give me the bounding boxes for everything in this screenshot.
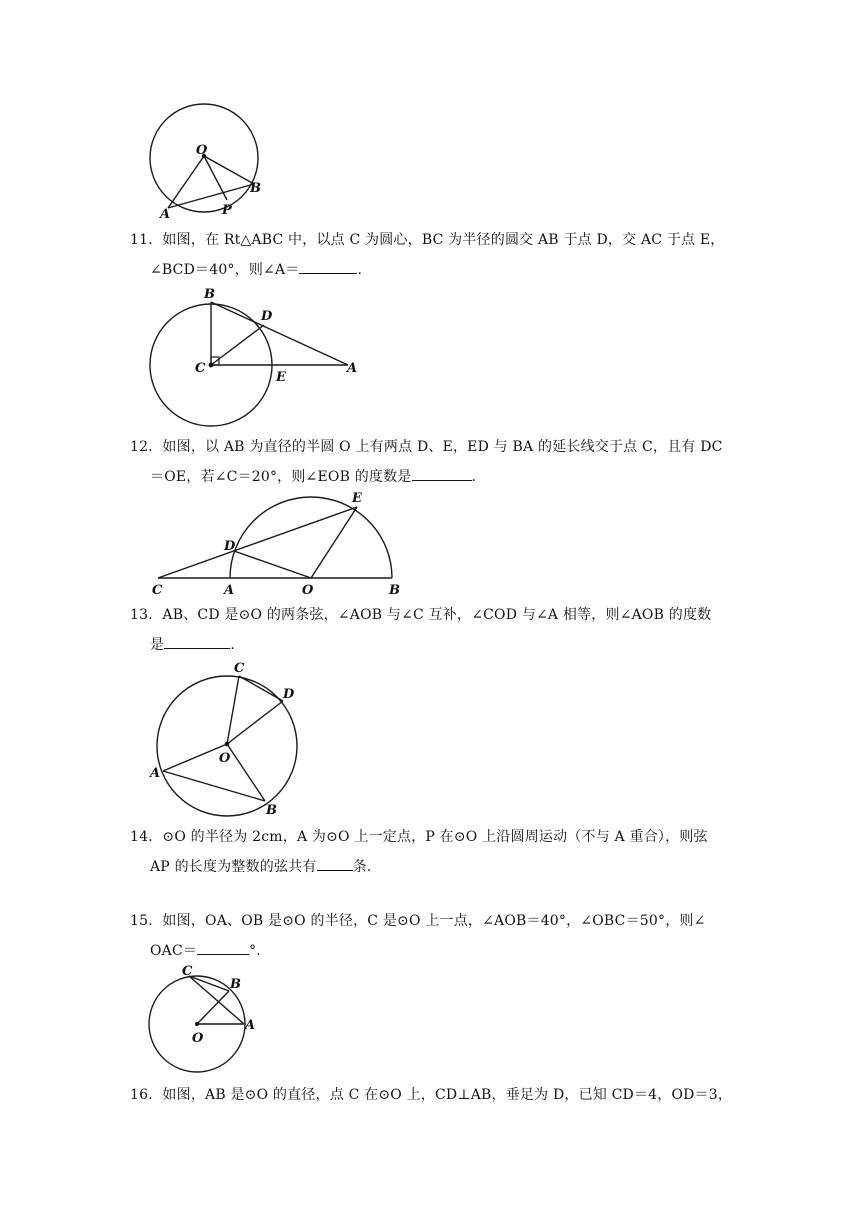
figure-q13 <box>145 660 305 818</box>
answer-blank[interactable] <box>164 634 230 649</box>
label-A: A <box>150 766 161 781</box>
question-text: 12．如图，以 AB 为直径的半圆 O 上有两点 D、E，ED 与 BA 的延长线交于点 C，且有 DC <box>130 439 723 455</box>
figure-q12 <box>148 490 408 600</box>
label-D: D <box>261 309 273 324</box>
label-C: C <box>152 583 163 598</box>
label-O: O <box>302 583 314 598</box>
label-O: O <box>196 143 208 158</box>
label-A: A <box>160 207 171 222</box>
label-A: A <box>224 583 235 598</box>
question-16 <box>130 1080 740 1110</box>
label-A: A <box>347 361 358 376</box>
question-text: 14．⊙O 的半径为 2cm，A 为⊙O 上一定点，P 在⊙O 上沿圆周运动（不与 A 重合），则弦 <box>130 829 708 845</box>
figure-q10 <box>140 96 270 221</box>
label-C: C <box>195 361 206 376</box>
label-B: B <box>389 583 400 598</box>
label-D: D <box>283 687 295 702</box>
answer-blank[interactable] <box>317 856 353 871</box>
question-14: 14．⊙O 的半径为 2cm，A 为⊙O 上一定点，P 在⊙O 上沿圆周运动（不与 A 重合），则弦 AP 的长度为整数的弦共有 条. <box>130 822 740 882</box>
question-text-cont: ∠BCD＝40°，则∠A＝ <box>150 262 300 278</box>
question-text-cont: 是 <box>150 637 165 653</box>
label-O: O <box>192 1031 204 1046</box>
answer-blank[interactable] <box>197 940 249 955</box>
label-P: P <box>222 203 232 218</box>
question-text: 15．如图，OA、OB 是⊙O 的半径，C 是⊙O 上一点，∠AOB＝40°，∠OBC＝50°，则∠ <box>130 913 706 929</box>
question-15: 15．如图，OA、OB 是⊙O 的半径，C 是⊙O 上一点，∠AOB＝40°，∠OBC＝50°，则∠ OAC＝ °. <box>130 906 740 966</box>
figure-q15 <box>142 965 262 1080</box>
label-E: E <box>276 370 286 385</box>
question-text-cont: AP 的长度为整数的弦共有 <box>150 859 317 875</box>
question-text: 13．AB、CD 是⊙O 的两条弦，∠AOB 与∠C 互补，∠COD 与∠A 相等，则∠AOB 的度数 <box>130 607 712 623</box>
label-O: O <box>219 751 231 766</box>
question-11: 11．如图，在 Rt△ABC 中，以点 C 为圆心，BC 为半径的圆交 AB 于点 D，交 AC 于点 E， ∠BCD＝40°，则∠A＝ . <box>130 225 740 285</box>
label-B: B <box>266 803 277 818</box>
answer-blank[interactable] <box>299 259 357 274</box>
label-B: B <box>250 181 261 196</box>
question-text-cont: OAC＝ <box>150 943 198 959</box>
label-B: B <box>204 287 215 302</box>
label-C: C <box>182 964 193 979</box>
question-13: 13．AB、CD 是⊙O 的两条弦，∠AOB 与∠C 互补，∠COD 与∠A 相等，则∠AOB 的度数 是 . <box>130 600 740 660</box>
question-text: 16．如图，AB 是⊙O 的直径，点 C 在⊙O 上，CD⊥AB，垂足为 D，已知 CD＝4，OD＝3， <box>130 1087 733 1103</box>
label-A: A <box>245 1018 256 1033</box>
label-E: E <box>352 491 362 506</box>
question-text: 11．如图，在 Rt△ABC 中，以点 C 为圆心，BC 为半径的圆交 AB 于点 D，交 AC 于点 E， <box>130 232 725 248</box>
label-C: C <box>234 661 245 676</box>
figure-q11 <box>140 282 370 422</box>
answer-blank[interactable] <box>412 466 472 481</box>
question-text-cont: ＝OE，若∠C＝20°，则∠EOB 的度数是 <box>150 469 412 485</box>
question-12: 12．如图，以 AB 为直径的半圆 O 上有两点 D、E，ED 与 BA 的延长线交于点 C，且有 DC ＝OE，若∠C＝20°，则∠EOB 的度数是 . <box>130 432 740 492</box>
label-D: D <box>224 539 236 554</box>
label-B: B <box>230 977 241 992</box>
